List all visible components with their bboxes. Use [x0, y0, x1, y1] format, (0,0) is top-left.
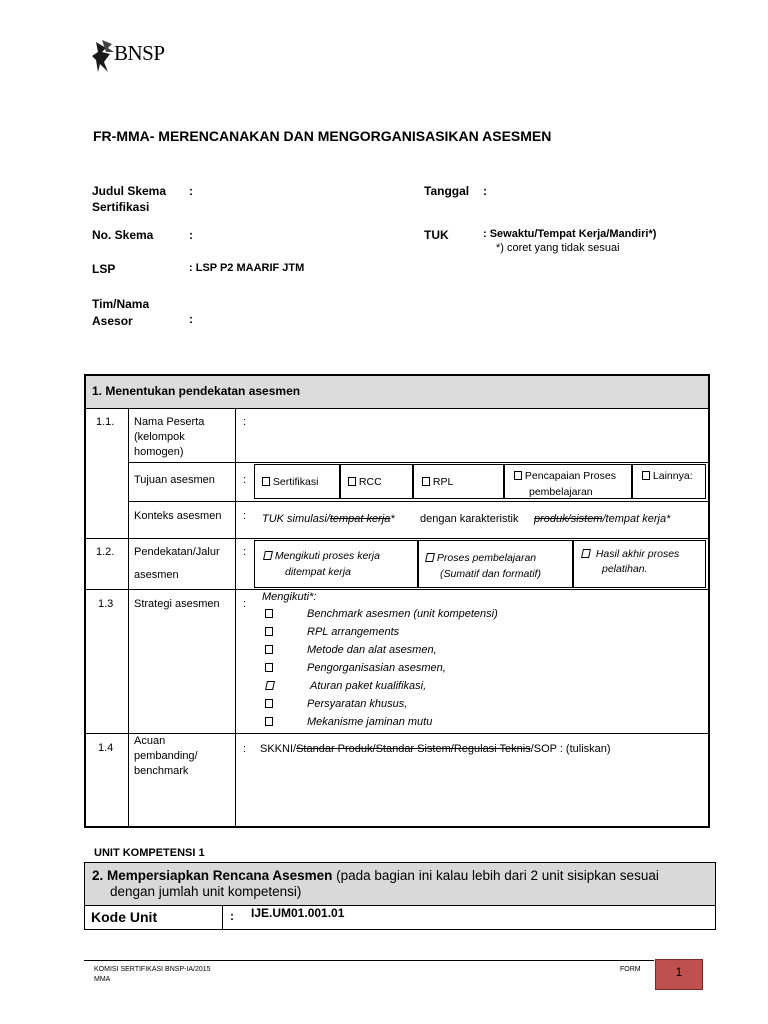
checkbox-icon [514, 471, 522, 480]
page-title: FR-MMA- MERENCANAKAN DAN MENGORGANISASIKAN ASESMEN [93, 128, 552, 144]
lsp-value: : LSP P2 MAARIF JTM [189, 262, 305, 274]
pendekatan-opt-2[interactable]: Proses pembelajaran [426, 552, 536, 564]
table-rule [86, 733, 708, 734]
konteks-colon: : [243, 510, 247, 522]
tujuan-label: Tujuan asesmen [134, 474, 215, 486]
nama-peserta-label-2: (kelompok [134, 431, 185, 443]
row-num-1-2: 1.2. [96, 546, 115, 558]
strategi-item[interactable]: Persyaratan khusus, [265, 698, 407, 710]
tuk-note: *) coret yang tidak sesuai [496, 242, 620, 254]
logo-text: BNSP [114, 41, 165, 65]
konteks-karakteristik: dengan karakteristik [420, 513, 519, 525]
pendekatan-colon: : [243, 546, 247, 558]
checkbox-icon [422, 477, 430, 486]
strategi-item[interactable]: Metode dan alat asesmen, [265, 644, 437, 656]
pendekatan-opt-1[interactable]: Mengikuti proses kerja [264, 550, 380, 562]
checkbox-icon [348, 477, 356, 486]
nama-peserta-colon: : [243, 416, 247, 428]
no-skema-colon: : [189, 228, 193, 242]
pendekatan-opt-3-2: pelatihan. [602, 563, 648, 575]
tujuan-opt-lainnya[interactable]: Lainnya: [642, 470, 693, 482]
nama-peserta-label-3: homogen) [134, 446, 184, 458]
checkbox-icon [263, 551, 273, 560]
acuan-colon: : [243, 743, 247, 755]
strategi-item[interactable]: Benchmark asesmen (unit kompetensi) [265, 608, 498, 620]
row-num-1-4: 1.4 [98, 742, 114, 754]
checkbox-icon [425, 553, 435, 562]
konteks-label: Konteks asesmen [134, 510, 222, 522]
table-rule [128, 501, 708, 502]
pendekatan-opt-2-2: (Sumatif dan formatif) [440, 568, 541, 580]
table-rule [86, 589, 708, 590]
strategi-label: Strategi asesmen [134, 598, 220, 610]
kode-unit-row [84, 906, 716, 930]
table-rule [128, 462, 708, 463]
pendekatan-box [418, 540, 573, 588]
acuan-value: SKKNI/Standar Produk/Standar Sistem/Regulasi Teknis/SOP : (tuliskan) [260, 743, 611, 755]
acuan-label-2: pembanding/ [134, 750, 198, 762]
acuan-label-3: benchmark [134, 765, 189, 777]
judul-label-2: Sertifikasi [92, 200, 150, 214]
pendekatan-opt-1-2: ditempat kerja [285, 566, 351, 578]
row-num-1-3: 1.3 [98, 598, 114, 610]
checkbox-icon [262, 477, 270, 486]
tanggal-label: Tanggal [424, 184, 470, 198]
asesor-label-2: Asesor [92, 314, 133, 328]
table-rule [86, 538, 708, 539]
unit-label: UNIT KOMPETENSI 1 [94, 847, 205, 859]
page-number: 1 [675, 965, 683, 979]
pendekatan-opt-3[interactable]: Hasil akhir proses [582, 548, 679, 560]
table-rule [235, 408, 236, 826]
konteks-value-2: produk/sistem/tempat kerja* [534, 513, 671, 525]
strategi-item[interactable]: Pengorganisasian asesmen, [265, 662, 446, 674]
kode-unit-value: IJE.UM01.001.01 [251, 906, 345, 920]
tujuan-colon: : [243, 474, 247, 486]
checkbox-icon [265, 663, 273, 672]
strategi-colon: : [243, 598, 247, 610]
kode-unit-colon: : [230, 909, 234, 923]
checkbox-icon [265, 699, 273, 708]
row-num-1-1: 1.1. [96, 416, 115, 428]
table-rule [128, 408, 129, 826]
pendekatan-label-2: asesmen [134, 569, 179, 581]
strategi-item[interactable]: Mekanisme jaminan mutu [265, 716, 432, 728]
table-rule [86, 408, 708, 409]
tujuan-opt-pencapaian[interactable]: Pencapaian Proses [514, 470, 616, 482]
checkbox-icon [265, 681, 275, 690]
tuk-value: : Sewaktu/Tempat Kerja/Mandiri*) [483, 228, 657, 240]
asesor-colon: : [189, 312, 193, 326]
lsp-label: LSP [92, 262, 116, 276]
footer-form: FORM [620, 966, 641, 973]
footer-left: KOMISI SERTIFIKASI BNSP-IA/2015 [94, 966, 211, 973]
judul-label: Judul Skema [92, 184, 167, 198]
nama-peserta-label: Nama Peserta [134, 416, 205, 428]
checkbox-icon [265, 609, 273, 618]
footer-left-2: MMA [94, 976, 111, 983]
tuk-label: TUK [424, 228, 449, 242]
pendekatan-label: Pendekatan/Jalur [134, 546, 220, 558]
checkbox-icon [265, 627, 273, 636]
footer-rule [84, 960, 654, 961]
no-skema-label: No. Skema [92, 228, 154, 242]
section-2-heading: 2. Mempersiapkan Rencana Asesmen (pada bagian ini kalau lebih dari 2 unit sisipkan sesuai dengan jumlah unit kompetensi) [92, 868, 659, 899]
checkbox-icon [642, 471, 650, 480]
checkbox-icon [581, 549, 591, 558]
strategi-item[interactable]: Aturan paket kualifikasi, [266, 680, 426, 692]
tujuan-opt-pencapaian-2: pembelajaran [529, 486, 593, 498]
kode-unit-label: Kode Unit [91, 909, 158, 925]
tujuan-opt-rpl[interactable]: RPL [422, 476, 453, 488]
asesor-label: Tim/Nama [92, 297, 150, 311]
checkbox-icon [265, 645, 273, 654]
section-1-heading: 1. Menentukan pendekatan asesmen [92, 384, 301, 398]
tujuan-opt-rcc[interactable]: RCC [348, 476, 382, 488]
pendekatan-box [254, 540, 418, 588]
tujuan-opt-sertifikasi[interactable]: Sertifikasi [262, 476, 318, 488]
judul-colon: : [189, 184, 193, 198]
checkbox-icon [265, 717, 273, 726]
acuan-label: Acuan [134, 735, 166, 747]
tanggal-colon: : [483, 184, 487, 198]
konteks-value: TUK simulasi/tempat kerja* [262, 513, 395, 525]
strategi-item[interactable]: RPL arrangements [265, 626, 399, 638]
table-rule [222, 906, 223, 930]
mengikuti-label: Mengikuti*: [262, 591, 317, 603]
